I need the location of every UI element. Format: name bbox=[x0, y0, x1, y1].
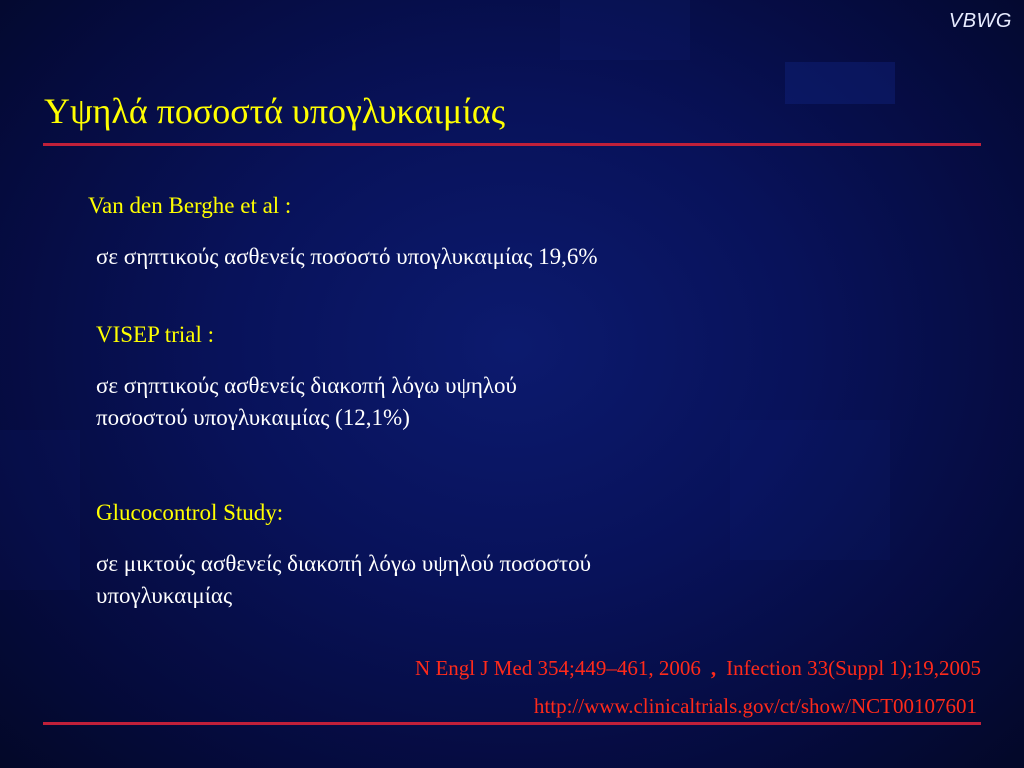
reference-url[interactable]: http://www.clinicaltrials.gov/ct/show/NCT00107601 bbox=[533, 694, 977, 718]
reference-nejm: N Engl J Med 354;449–461, 2006 bbox=[415, 656, 701, 680]
section-text-van-den-berghe bbox=[96, 241, 598, 273]
text-line: ποσοστού υπογλυκαιμίας (12,1%) bbox=[96, 405, 410, 430]
text-line: σε σηπτικούς ασθενείς ποσοστό υπογλυκαιμίας 19,6% bbox=[96, 244, 598, 269]
background-decoration bbox=[785, 62, 895, 104]
reference-separator: , bbox=[710, 656, 717, 680]
title-divider bbox=[43, 143, 981, 146]
text-line: υπογλυκαιμίας bbox=[96, 583, 233, 608]
section-text-glucocontrol bbox=[96, 548, 591, 612]
background-decoration bbox=[0, 430, 80, 590]
slide-title: Υψηλά ποσοστά υπογλυκαιμίας bbox=[44, 91, 506, 131]
section-heading-van-den-berghe: Van den Berghe et al : bbox=[88, 193, 292, 218]
brand-logo-text: VBWG bbox=[948, 10, 1012, 32]
footer-divider bbox=[43, 722, 981, 725]
reference-citations bbox=[415, 656, 981, 681]
section-heading-glucocontrol: Glucocontrol Study: bbox=[96, 500, 284, 525]
background-decoration bbox=[730, 420, 890, 560]
text-line: σε σηπτικούς ασθενείς διακοπή λόγω υψηλού bbox=[96, 373, 517, 398]
background-decoration bbox=[560, 0, 690, 60]
section-heading-visep: VISEP trial : bbox=[96, 322, 214, 347]
reference-infection: Infection 33(Suppl 1);19,2005 bbox=[726, 656, 981, 680]
text-line: σε μικτούς ασθενείς διακοπή λόγω υψηλού ποσοστού bbox=[96, 551, 592, 576]
section-text-visep bbox=[96, 370, 517, 434]
